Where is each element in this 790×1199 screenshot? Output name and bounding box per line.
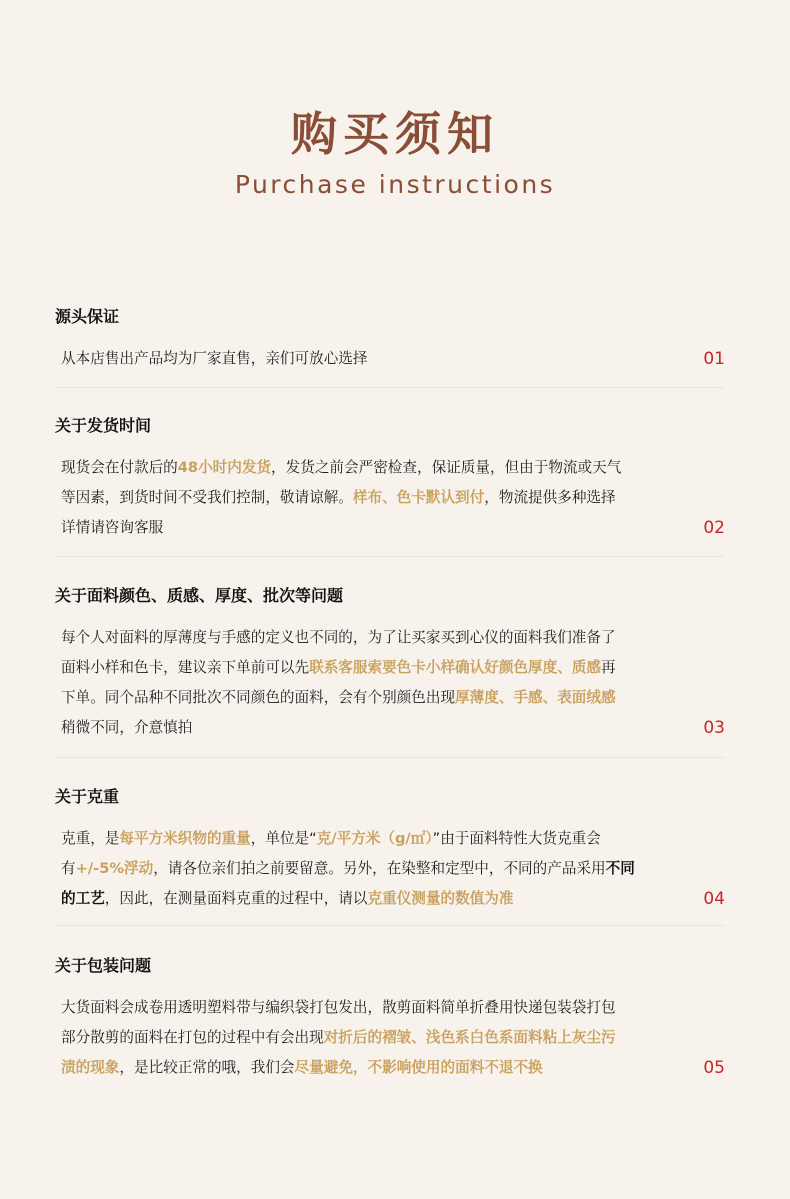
body-line xyxy=(61,884,665,914)
section-body xyxy=(55,824,725,914)
highlight-text: +/-5%浮动 xyxy=(75,860,154,877)
highlight-text: 对折后的褶皱、浅色系白色系面料粘上灰尘污 xyxy=(323,1029,616,1046)
body-text: 等因素，到货时间不受我们控制，敬请谅解。 xyxy=(61,489,353,506)
body-text: 稍微不同，介意慎拍 xyxy=(61,719,193,736)
section-heading: 关于面料颜色、质感、厚度、批次等问题 xyxy=(55,586,344,605)
section-heading: 关于包装问题 xyxy=(55,956,152,975)
body-line xyxy=(61,1023,665,1053)
section-divider xyxy=(55,387,725,388)
body-text: 从本店售出产品均为厂家直售，亲们可放心选择 xyxy=(61,350,368,367)
body-text: 每个人对面料的厚薄度与手感的定义也不同的，为了让买家买到心仪的面料我们准备了 xyxy=(61,629,616,646)
section-body xyxy=(55,453,725,543)
body-line xyxy=(61,993,665,1023)
body-text: ，物流提供多种选择 xyxy=(484,489,616,506)
body-line xyxy=(61,713,665,743)
emphasis-text: 的工艺 xyxy=(61,890,105,907)
section-number: 03 xyxy=(703,718,725,738)
body-text: ，是比较正常的哦，我们会 xyxy=(119,1059,295,1076)
section-body xyxy=(55,993,725,1083)
section-heading: 源头保证 xyxy=(55,307,120,326)
instruction-section xyxy=(55,786,725,914)
section-number: 05 xyxy=(703,1058,725,1078)
highlight-text: 尽量避免，不影响使用的面料不退不换 xyxy=(294,1059,543,1076)
body-text: ，单位是“ xyxy=(250,830,317,847)
body-text: ”由于面料特性大货克重会 xyxy=(432,830,601,847)
instruction-section xyxy=(55,585,725,743)
highlight-text: 克/平方米（g/㎡） xyxy=(316,830,433,847)
body-text: 大货面料会成卷用透明塑料带与编织袋打包发出，散剪面料简单折叠用快递包装袋打包 xyxy=(61,999,616,1016)
body-text: 克重，是 xyxy=(61,830,120,847)
body-text: 有 xyxy=(61,860,76,877)
body-text: 现货会在付款后的 xyxy=(61,459,178,476)
instruction-section xyxy=(55,415,725,543)
body-line xyxy=(61,854,665,884)
highlight-text: 厚薄度、手感、表面绒感 xyxy=(455,689,616,706)
body-text: ，请各位亲们拍之前要留意。另外，在染整和定型中，不同的产品采用 xyxy=(153,860,606,877)
highlight-text: 联系客服索要色卡小样确认好颜色厚度、质感 xyxy=(309,659,601,676)
body-line xyxy=(61,824,665,854)
body-text: 下单。同个品种不同批次不同颜色的面料，会有个别颜色出现 xyxy=(61,689,456,706)
body-text: ，发货之前会严密检查，保证质量，但由于物流或天气 xyxy=(271,459,622,476)
body-line xyxy=(61,344,665,374)
section-body xyxy=(55,344,725,374)
section-divider xyxy=(55,757,725,758)
highlight-text: 样布、色卡默认到付 xyxy=(352,489,485,506)
body-line xyxy=(61,653,665,683)
body-line xyxy=(61,623,665,653)
section-heading: 关于克重 xyxy=(55,787,120,806)
body-text: ，因此，在测量面料克重的过程中，请以 xyxy=(104,890,368,907)
page-title: 购买须知 xyxy=(291,107,499,161)
body-text: 面料小样和色卡，建议亲下单前可以先 xyxy=(61,659,310,676)
section-number: 01 xyxy=(703,349,725,369)
body-text: 详情请咨询客服 xyxy=(61,519,164,536)
page-subtitle: Purchase instructions xyxy=(234,170,556,199)
highlight-text: 克重仪测量的数值为准 xyxy=(367,890,514,907)
body-line xyxy=(61,513,665,543)
body-line xyxy=(61,453,665,483)
body-line xyxy=(61,483,665,513)
highlight-text: 每平方米织物的重量 xyxy=(119,830,251,847)
emphasis-text: 不同 xyxy=(605,860,635,877)
body-line xyxy=(61,1053,665,1083)
highlight-text: 渍的现象 xyxy=(61,1059,120,1076)
highlight-text: 48小时内发货 xyxy=(177,459,272,476)
section-number: 02 xyxy=(703,518,725,538)
section-divider xyxy=(55,556,725,557)
section-body xyxy=(55,623,725,743)
section-number: 04 xyxy=(703,889,725,909)
section-heading: 关于发货时间 xyxy=(55,416,152,435)
instruction-section xyxy=(55,306,725,374)
body-text: 再 xyxy=(601,659,616,676)
body-text: 部分散剪的面料在打包的过程中有会出现 xyxy=(61,1029,324,1046)
instruction-section xyxy=(55,955,725,1083)
body-line xyxy=(61,683,665,713)
section-divider xyxy=(55,925,725,926)
